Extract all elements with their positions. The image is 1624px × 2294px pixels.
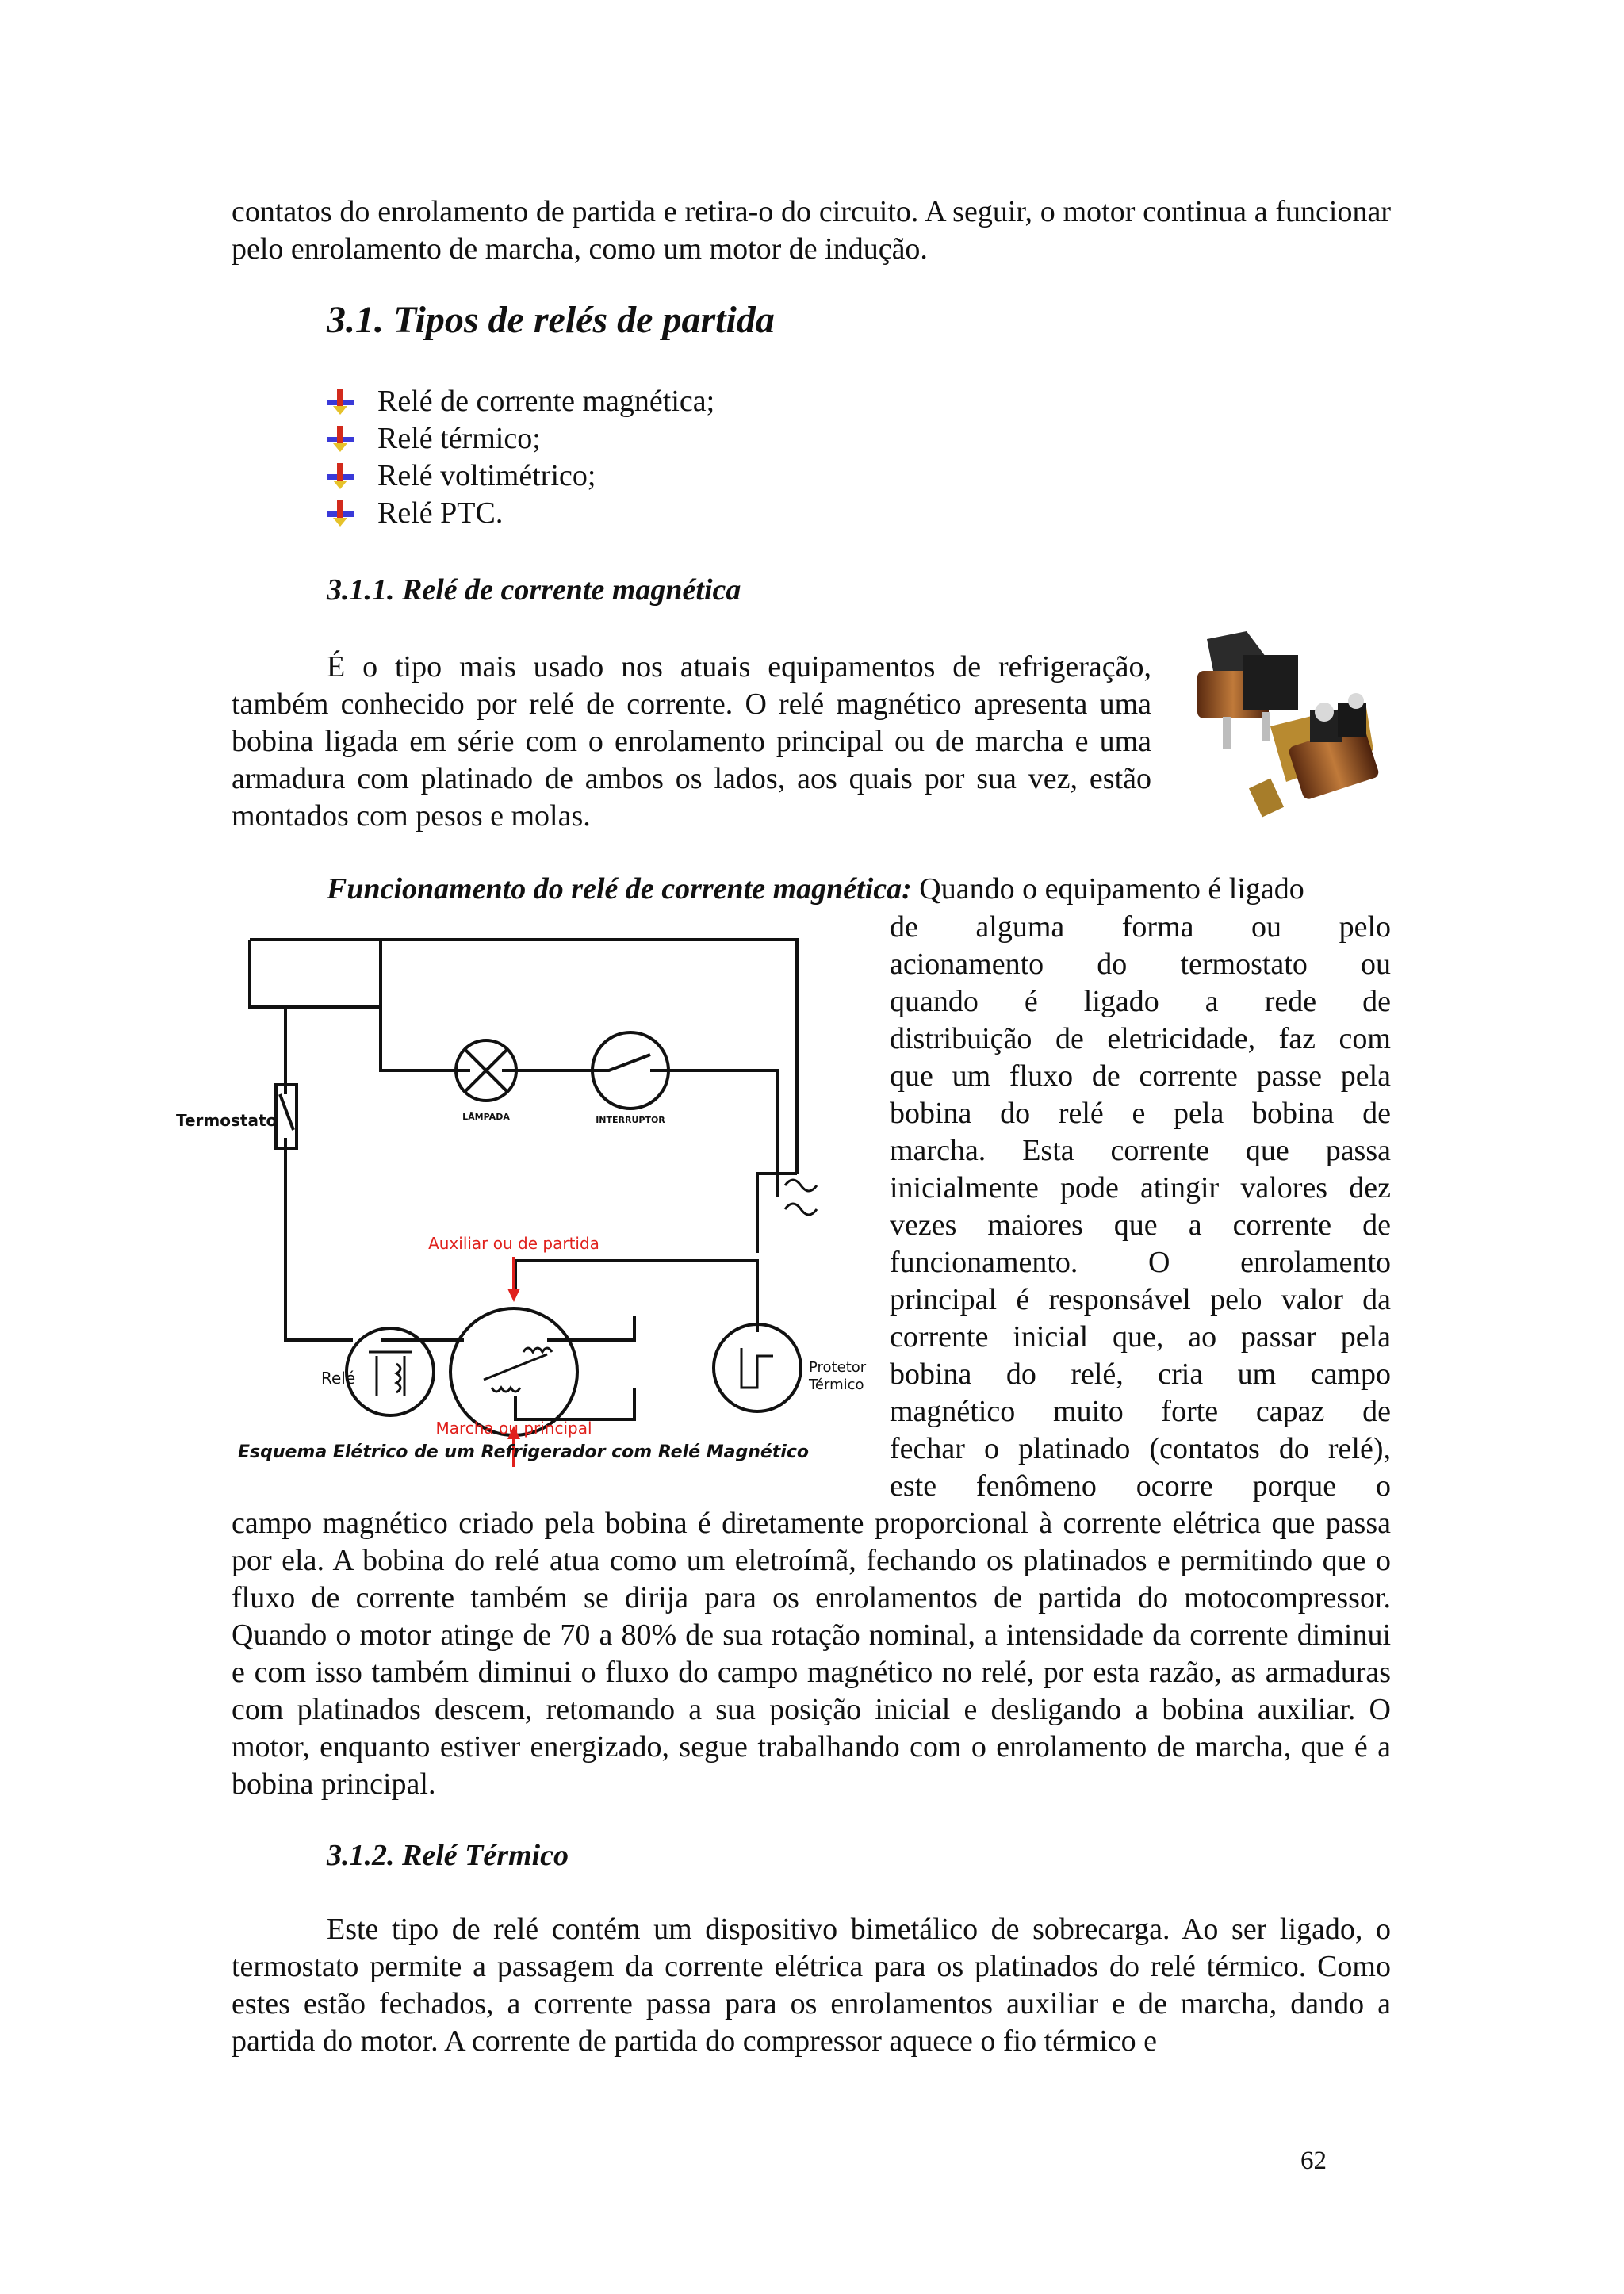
side-line: acionamento do termostato ou xyxy=(890,948,1391,981)
subsection-1-title: 3.1.1. Relé de corrente magnética xyxy=(327,573,741,607)
relay-type-label: Relé voltimétrico; xyxy=(377,459,596,492)
side-line: que um fluxo de corrente passe pela xyxy=(890,1059,1391,1093)
diagram-wire-inner xyxy=(285,940,777,1197)
relay-type-label: Relé PTC. xyxy=(377,496,504,530)
auxiliar-label: Auxiliar ou de partida xyxy=(428,1234,599,1253)
arrow-down-bullet-icon xyxy=(327,426,354,453)
functioning-lead-line xyxy=(232,871,1391,908)
side-line: funcionamento. O enrolamento xyxy=(890,1246,1391,1279)
lampada-label: LÂMPADA xyxy=(462,1112,510,1122)
relay-type-label: Relé térmico; xyxy=(377,422,541,455)
subsection-1-paragraph: É o tipo mais usado nos atuais equipamentos de refrigeração, também conhecido por relé de corrente. O relé magnético apresenta uma bobina ligada em série com o enrolamento principal ou de marcha e uma armadura com platinado de ambos os lados, aos quais por sua vez, estão montados com pesos e molas. xyxy=(232,650,1151,833)
magnetic-relay-photo xyxy=(1175,623,1402,828)
functioning-continuation: campo magnético criado pela bobina é diretamente proporcional à corrente elétrica que passa por ela. A bobina do relé atua como um eletroímã, fechando os platinados e permitindo que o fluxo de corrente também se dirija para os enrolamentos de partida do motocompressor. Quando o motor atinge de 70 a 80% de sua rotação nominal, a intensidade da corrente diminui e com isso também diminui o fluxo do campo magnético no relé, por esta razão, as armaduras com platinados descem, retomando a sua posição inicial e desligando a bobina auxiliar. O motor, enquanto estiver energizado, segue trabalhando com o enrolamento de marcha, que é a bobina principal. xyxy=(232,1507,1391,1801)
side-line: bobina do relé, cria um campo xyxy=(890,1358,1391,1391)
list-item xyxy=(327,383,714,420)
functioning-side-column xyxy=(890,909,1391,1505)
list-item xyxy=(327,458,714,495)
side-line: distribuição de eletricidade, faz com xyxy=(890,1022,1391,1055)
intro-paragraph: contatos do enrolamento de partida e retira-o do circuito. A seguir, o motor continua a funcionar pelo enrolamento de marcha, como um motor de indução. xyxy=(232,195,1391,266)
side-line: corrente inicial que, ao passar pela xyxy=(890,1320,1391,1354)
arrow-down-bullet-icon xyxy=(327,389,354,416)
diagram-caption: Esquema Elétrico de um Refrigerador com Relé Magnético xyxy=(237,1442,810,1462)
arrow-down-bullet-icon xyxy=(327,500,354,527)
protetor-label: Protetor xyxy=(809,1359,867,1376)
page-number: 62 xyxy=(1300,2147,1327,2175)
side-line: de alguma forma ou pelo xyxy=(890,910,1391,944)
side-line: quando é ligado a rede de xyxy=(890,985,1391,1018)
diagram-wire-left xyxy=(250,940,353,1340)
relay-type-label: Relé de corrente magnética; xyxy=(377,385,715,418)
section-title: 3.1. Tipos de relés de partida xyxy=(327,299,775,341)
side-line: inicialmente pode atingir valores dez xyxy=(890,1171,1391,1204)
side-line: marcha. Esta corrente que passa xyxy=(890,1134,1391,1167)
marcha-label: Marcha ou principal xyxy=(435,1419,592,1438)
functioning-heading: Funcionamento do relé de corrente magnética: xyxy=(327,872,912,906)
ac-source-symbol xyxy=(785,1180,817,1215)
list-item xyxy=(327,495,714,532)
termico-label: Térmico xyxy=(809,1377,864,1393)
termostato-label: Termostato xyxy=(176,1111,278,1130)
side-line: este fenômeno ocorre porque o xyxy=(890,1469,1391,1503)
relay-types-list xyxy=(327,383,714,532)
rele-label: Relé xyxy=(321,1369,356,1388)
side-line: principal é responsável pelo valor da xyxy=(890,1283,1391,1316)
interruptor-label: INTERRUPTOR xyxy=(596,1115,665,1125)
side-line: bobina do relé e pela bobina de xyxy=(890,1097,1391,1130)
refrigerator-electrical-diagram xyxy=(174,920,880,1475)
side-line: magnético muito forte capaz de xyxy=(890,1395,1391,1428)
arrow-down-bullet-icon xyxy=(327,463,354,490)
list-item xyxy=(327,420,714,458)
side-line: fechar o platinado (contatos do relé), xyxy=(890,1432,1391,1465)
subsection-2-paragraph: Este tipo de relé contém um dispositivo bimetálico de sobrecarga. Ao ser ligado, o termostato permite a passagem da corrente elétrica para os platinados do relé térmico. Como estes estão fechados, a corrente passa para os enrolamentos auxiliar e de marcha, dando a partida do motor. A corrente de partida do compressor aquece o fio térmico e xyxy=(232,1913,1391,2058)
functioning-lead: Quando o equipamento é ligado xyxy=(911,872,1304,906)
subsection-2-title: 3.1.2. Relé Térmico xyxy=(327,1839,569,1872)
side-line: vezes maiores que a corrente de xyxy=(890,1208,1391,1242)
diagram-wire-top xyxy=(250,940,797,1174)
